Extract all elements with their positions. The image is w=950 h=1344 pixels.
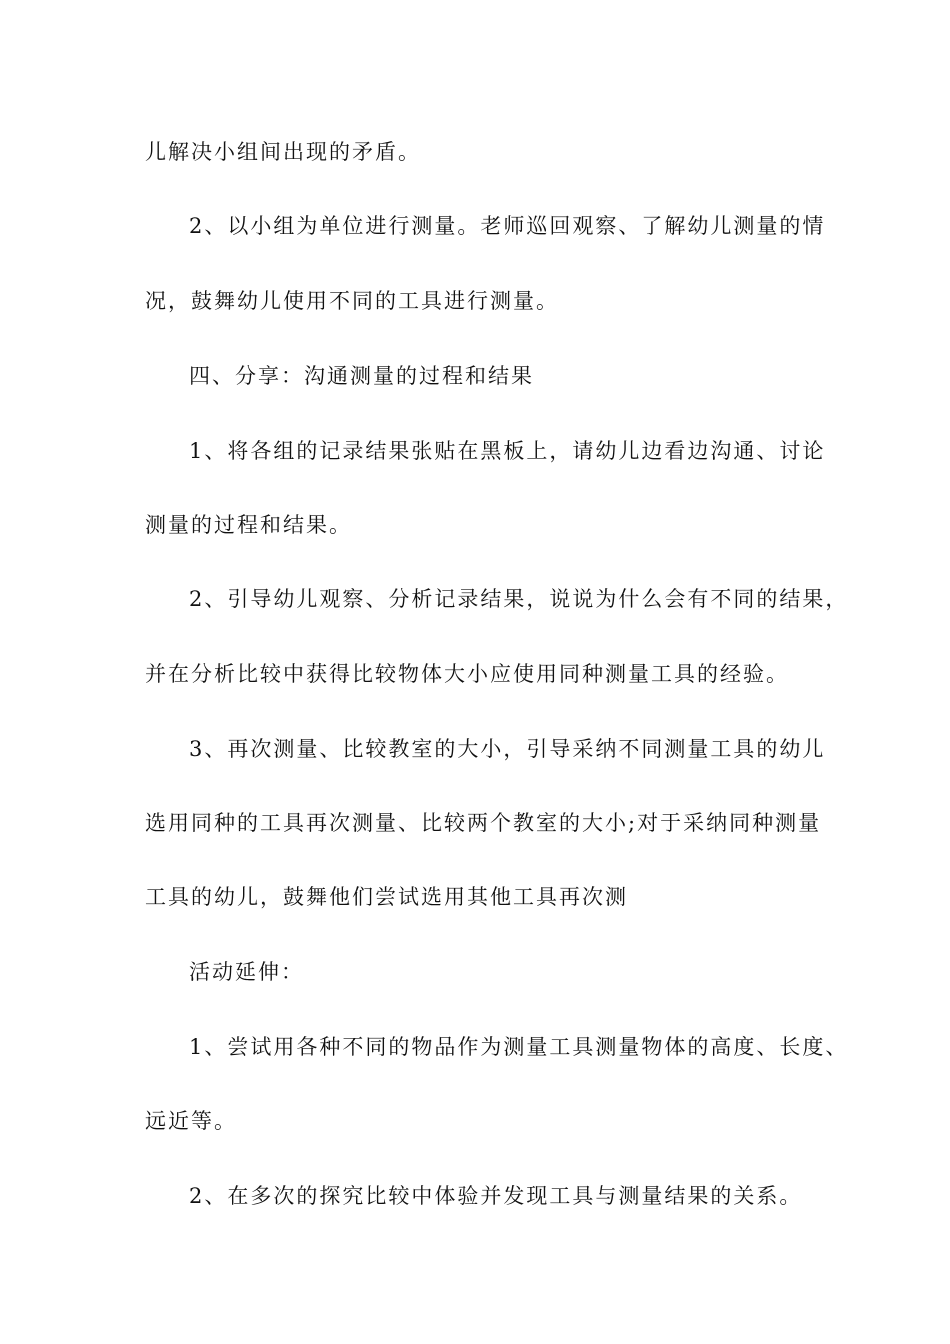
paragraph-line: 1、尝试用各种不同的物品作为测量工具测量物体的高度、长度、 — [189, 1035, 849, 1059]
paragraph-line: 儿解决小组间出现的矛盾。 — [145, 140, 421, 164]
section-heading: 活动延伸： — [189, 960, 304, 984]
paragraph-line: 工具的幼儿，鼓舞他们尝试选用其他工具再次测 — [145, 885, 628, 909]
section-heading: 四、分享：沟通测量的过程和结果 — [189, 364, 534, 388]
paragraph-line: 2、以小组为单位进行测量。老师巡回观察、了解幼儿测量的情 — [189, 214, 826, 238]
paragraph-line: 2、在多次的探究比较中体验并发现工具与测量结果的关系。 — [189, 1184, 803, 1208]
paragraph-line: 3、再次测量、比较教室的大小，引导采纳不同测量工具的幼儿 — [189, 737, 826, 761]
paragraph-line: 况，鼓舞幼儿使用不同的工具进行测量。 — [145, 289, 559, 313]
paragraph-line: 远近等。 — [145, 1109, 237, 1133]
paragraph-line: 并在分析比较中获得比较物体大小应使用同种测量工具的经验。 — [145, 662, 789, 686]
paragraph-line: 1、将各组的记录结果张贴在黑板上，请幼儿边看边沟通、讨论 — [189, 439, 826, 463]
paragraph-line: 2、引导幼儿观察、分析记录结果，说说为什么会有不同的结果， — [189, 587, 849, 611]
paragraph-line: 选用同种的工具再次测量、比较两个教室的大小;对于采纳同种测量 — [145, 811, 822, 835]
paragraph-line: 测量的过程和结果。 — [145, 513, 352, 537]
